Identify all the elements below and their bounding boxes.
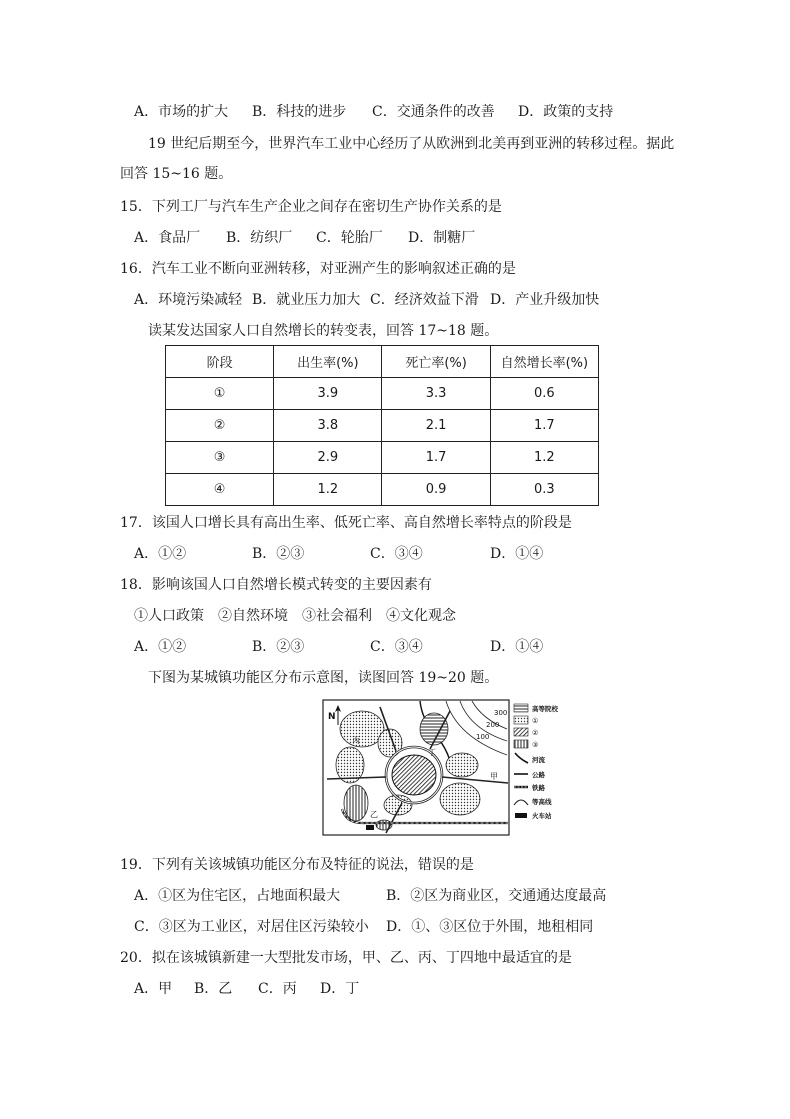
table-header-cell: 出生率(%)	[274, 346, 382, 378]
q18-items: ①人口政策 ②自然环境 ③社会福利 ④文化观念	[134, 608, 456, 624]
table-cell: 1.2	[274, 474, 382, 506]
q17-option-b: B．②③	[252, 546, 305, 562]
q17-option-d: D．①④	[490, 546, 544, 562]
contour-value: 100	[476, 733, 490, 741]
table-cell: 2.9	[274, 442, 382, 474]
q14-option-b: B．科技的进步	[252, 104, 347, 120]
label-yi: 乙	[370, 810, 378, 819]
table-cell: 3.3	[382, 378, 490, 410]
legend-river-icon	[515, 753, 528, 763]
legend-swatch-zone1	[514, 716, 528, 724]
q19-stem: 19．下列有关该城镇功能区分布及特征的说法，错误的是	[120, 857, 474, 873]
legend-label: 公路	[532, 771, 545, 779]
table-cell: ④	[166, 474, 274, 506]
table-cell: 0.9	[382, 474, 490, 506]
table-header-cell: 阶段	[166, 346, 274, 378]
table-cell: 1.7	[490, 410, 598, 442]
zone-industrial	[344, 785, 368, 821]
table-cell: 2.1	[382, 410, 490, 442]
table-cell: 0.6	[490, 378, 598, 410]
zone-residential	[446, 753, 478, 777]
legend-label: 火车站	[532, 812, 552, 820]
label-ding: 丁	[428, 748, 436, 757]
town-function-map	[322, 699, 562, 836]
population-table	[165, 345, 599, 506]
q20-option-a: A．甲	[134, 981, 173, 997]
table-header-cell: 自然增长率(%)	[490, 346, 598, 378]
q20-option-c: C．丙	[258, 981, 297, 997]
railway-station	[366, 825, 374, 830]
table-cell: 3.9	[274, 378, 382, 410]
q15-option-a: A．食品厂	[134, 230, 201, 246]
q15-stem: 15．下列工厂与汽车生产企业之间存在密切生产协作关系的是	[120, 199, 502, 215]
q17-option-a: A．①②	[134, 546, 187, 562]
legend-label: 铁路	[532, 784, 545, 792]
q16-stem: 16．汽车工业不断向亚洲转移，对亚洲产生的影响叙述正确的是	[120, 261, 516, 277]
q18-option-c: C．③④	[370, 639, 423, 655]
legend-station-icon	[515, 813, 527, 818]
q20-stem: 20．拟在该城镇新建一大型批发市场，甲、乙、丙、丁四地中最适宜的是	[120, 950, 572, 966]
q15-option-d: D．制糖厂	[408, 230, 476, 246]
legend-label: ③	[532, 741, 539, 749]
q16-option-b: B．就业压力加大	[252, 292, 361, 308]
table-row	[166, 410, 599, 442]
map-legend	[514, 704, 559, 820]
intro-15-16-line2: 回答 15~16 题。	[120, 166, 233, 182]
legend-label: 高等院校	[532, 705, 558, 713]
legend-swatch-zone3	[514, 740, 528, 748]
q18-stem: 18．影响该国人口自然增长模式转变的主要因素有	[120, 577, 432, 593]
table-cell: 1.2	[490, 442, 598, 474]
contour-value: 300	[494, 709, 508, 717]
zone-commercial	[392, 755, 436, 795]
q19-option-b: B．②区为商业区，交通通达度最高	[386, 888, 607, 904]
q20-option-b: B．乙	[194, 981, 233, 997]
q18-option-a: A．①②	[134, 639, 187, 655]
q14-option-c: C．交通条件的改善	[372, 104, 495, 120]
table-row	[166, 474, 599, 506]
table-header-row	[166, 346, 599, 378]
q16-option-d: D．产业升级加快	[490, 292, 600, 308]
q18-option-b: B．②③	[252, 639, 305, 655]
intro-17-18: 读某发达国家人口自然增长的转变表，回答 17~18 题。	[148, 323, 499, 339]
legend-contour-icon	[514, 800, 528, 805]
q14-option-a: A．市场的扩大	[134, 104, 229, 120]
north-label: N	[328, 712, 336, 722]
q15-option-c: C．轮胎厂	[316, 230, 383, 246]
label-jia: 甲	[490, 772, 498, 781]
table-cell: ①	[166, 378, 274, 410]
q16-option-a: A．环境污染减轻	[134, 292, 243, 308]
q20-option-d: D．丁	[320, 981, 360, 997]
q14-option-d: D．政策的支持	[518, 104, 614, 120]
table-cell: 3.8	[274, 410, 382, 442]
table-cell: 0.3	[490, 474, 598, 506]
table-cell: ②	[166, 410, 274, 442]
q17-stem: 17．该国人口增长具有高出生率、低死亡率、高自然增长率特点的阶段是	[120, 515, 572, 531]
table-row	[166, 442, 599, 474]
legend-swatch-zone2	[514, 728, 528, 736]
table-cell: 1.7	[382, 442, 490, 474]
q18-option-d: D．①④	[490, 639, 544, 655]
table-row	[166, 378, 599, 410]
table-header-cell: 死亡率(%)	[382, 346, 490, 378]
contour-value: 200	[486, 721, 500, 729]
label-bing: 丙	[352, 736, 360, 745]
legend-swatch-university	[514, 704, 528, 712]
q19-option-c: C．③区为工业区，对居住区污染较小	[134, 919, 369, 935]
q15-option-b: B．纺织厂	[226, 230, 293, 246]
intro-19-20: 下图为某城镇功能区分布示意图，读图回答 19~20 题。	[148, 670, 499, 686]
legend-label: ②	[532, 729, 539, 737]
table-cell: ③	[166, 442, 274, 474]
q19-option-d: D．①、③区位于外围，地租相同	[386, 919, 594, 935]
legend-label: ①	[532, 717, 539, 725]
q19-option-a: A．①区为住宅区，占地面积最大	[134, 888, 341, 904]
q16-option-c: C．经济效益下滑	[370, 292, 479, 308]
zone-residential	[340, 711, 384, 747]
zone-residential	[440, 783, 480, 815]
legend-label: 河流	[532, 756, 545, 764]
intro-15-16-line1: 19 世纪后期至今，世界汽车工业中心经历了从欧洲到北美再到亚洲的转移过程。据此	[148, 136, 675, 152]
legend-label: 等高线	[532, 798, 552, 806]
map-svg	[322, 699, 562, 836]
q17-option-c: C．③④	[370, 546, 423, 562]
